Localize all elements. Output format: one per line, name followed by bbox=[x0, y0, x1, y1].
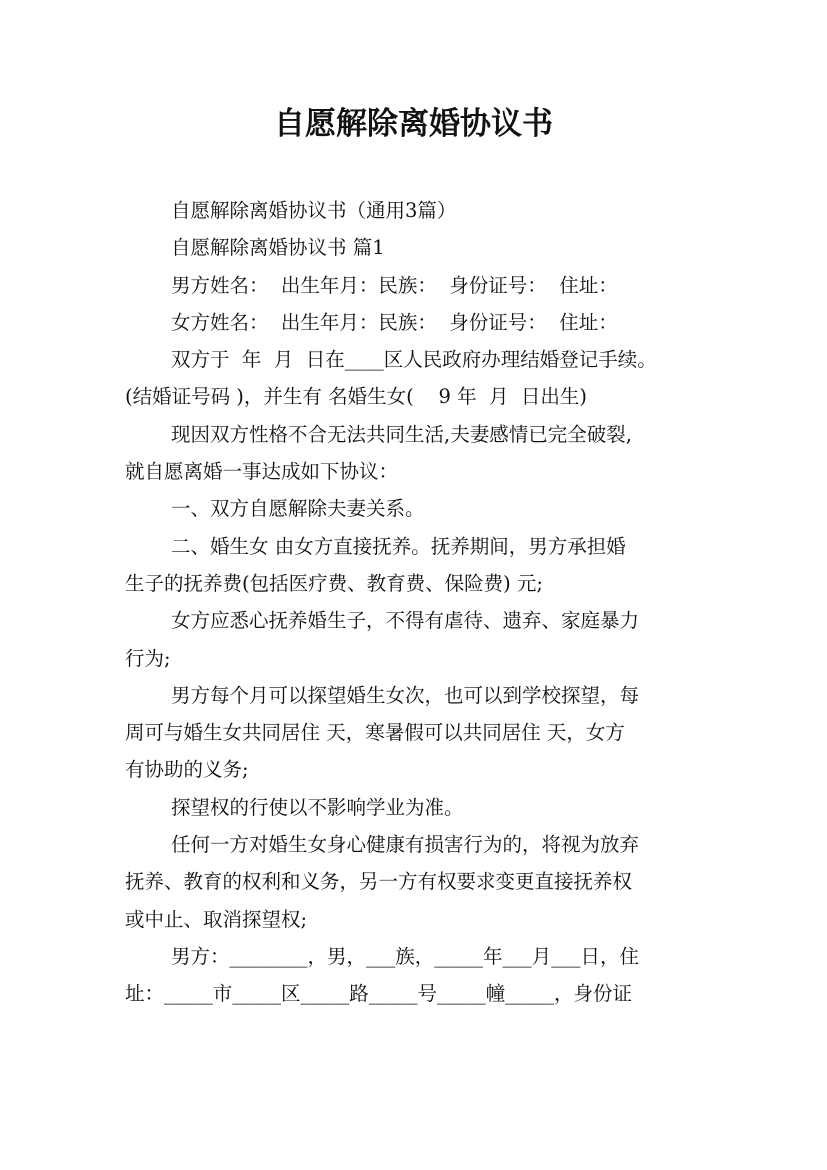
document-body bbox=[125, 192, 703, 1013]
paragraph-line: 双方于 年 月 日在____区人民政府办理结婚登记手续。 bbox=[171, 348, 657, 372]
female-info-line: 女方姓名： 出生年月：民族： 身份证号： 住址： bbox=[171, 310, 618, 334]
male-info-line: 男方姓名： 出生年月：民族： 身份证号： 住址： bbox=[171, 273, 618, 297]
section-heading: 自愿解除离婚协议书 篇1 bbox=[171, 236, 385, 260]
male-party-line: 男方：________，男，___族，_____年___月___日，住 bbox=[171, 944, 640, 968]
subtitle-line: 自愿解除离婚协议书（通用3篇） bbox=[171, 199, 457, 222]
address-line: 址：_____市_____区_____路_____号_____幢_____，身份证 bbox=[125, 982, 633, 1006]
paragraph-line: 现因双方性格不合无法共同生活,夫妻感情已完全破裂, bbox=[171, 422, 632, 446]
paragraph-line: 有协助的义务; bbox=[125, 758, 249, 782]
paragraph-line: (结婚证号码 )，并生有 名婚生女( 9 年 月 日出生) bbox=[125, 385, 588, 409]
paragraph-line: 行为; bbox=[125, 646, 171, 670]
paragraph-line: 探望权的行使以不影响学业为准。 bbox=[171, 795, 464, 819]
paragraph-line: 抚养、教育的权利和义务，另一方有权要求变更直接抚养权 bbox=[125, 870, 633, 894]
paragraph-line: 女方应悉心抚养婚生子，不得有虐待、遗弃、家庭暴力 bbox=[171, 609, 640, 633]
paragraph-line: 任何一方对婚生女身心健康有损害行为的，将视为放弃 bbox=[171, 833, 640, 857]
paragraph-line: 周可与婚生女共同居住 天，寒暑假可以共同居住 天，女方 bbox=[125, 721, 625, 745]
clause-line: 一、双方自愿解除夫妻关系。 bbox=[171, 497, 425, 521]
paragraph-line: 或中止、取消探望权; bbox=[125, 907, 308, 931]
clause-line: 生子的抚养费(包括医疗费、教育费、保险费) 元; bbox=[125, 571, 543, 595]
document-title: 自愿解除离婚协议书 bbox=[274, 106, 553, 142]
paragraph-line: 就自愿离婚一事达成如下协议： bbox=[125, 460, 399, 484]
clause-line: 二、婚生女 由女方直接抚养。抚养期间，男方承担婚 bbox=[171, 534, 626, 558]
paragraph-line: 男方每个月可以探望婚生女次，也可以到学校探望，每 bbox=[171, 683, 640, 707]
